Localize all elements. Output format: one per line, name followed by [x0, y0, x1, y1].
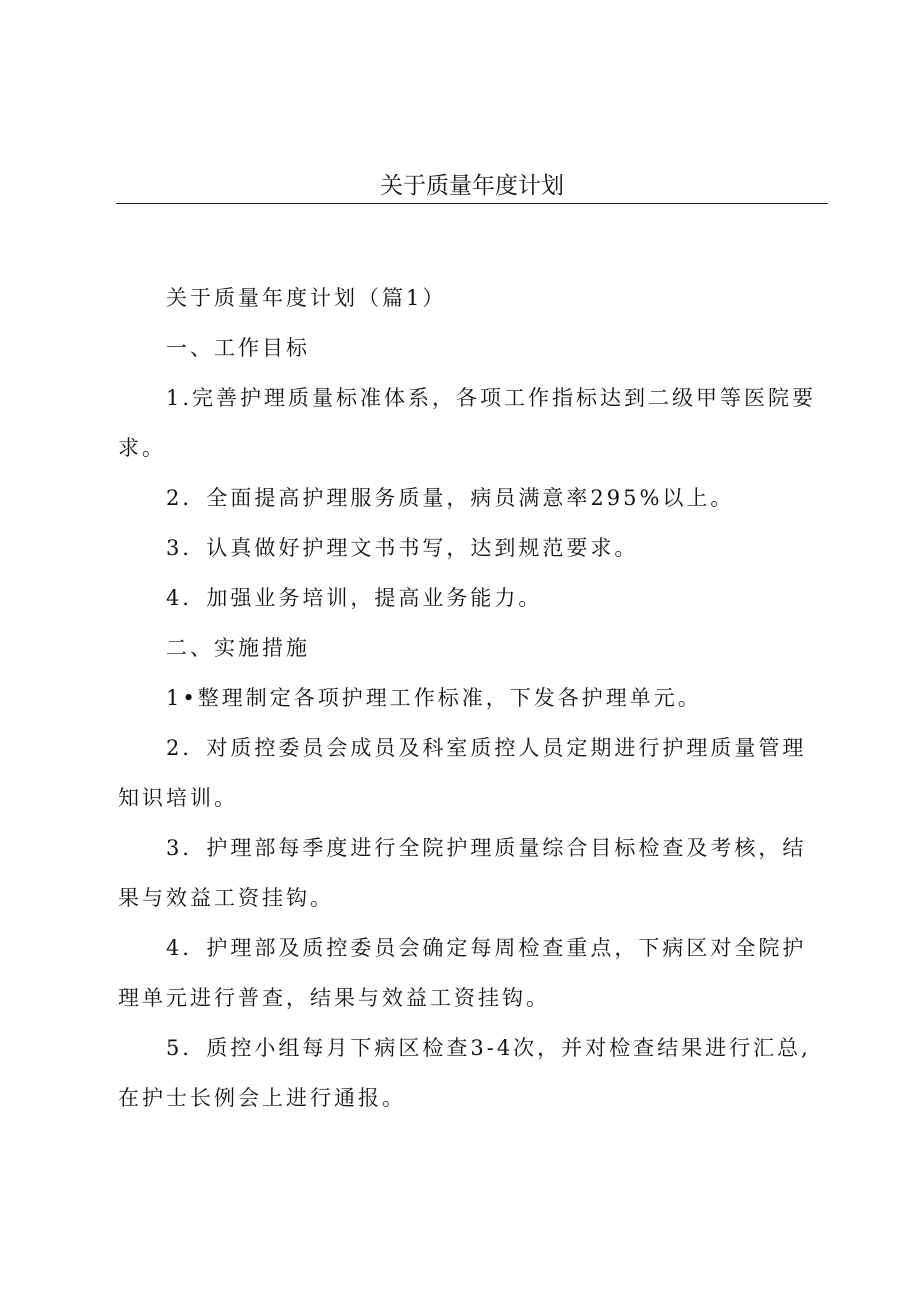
measure-item-5: 5．质控小组每月下病区检查3-4次，并对检查结果进行汇总,在护士长例会上进行通报。 — [118, 1036, 811, 1110]
subheading-measures: 二、实施措施 — [166, 636, 310, 660]
measure-item-1: 1•整理制定各项护理工作标准，下发各护理单元。 — [166, 686, 702, 710]
goal-item-2: 2．全面提高护理服务质量，病员满意率295%以上。 — [166, 486, 735, 510]
goal-item-3: 3．认真做好护理文书书写，达到规范要求。 — [166, 536, 639, 560]
subheading-goals: 一、工作目标 — [166, 336, 310, 360]
goal-item-4: 4．加强业务培训，提高业务能力。 — [166, 586, 543, 610]
document-body — [118, 273, 824, 1123]
section-heading: 关于质量年度计划（篇1） — [166, 286, 447, 310]
measure-item-2: 2．对质控委员会成员及科室质控人员定期进行护理质量管理知识培训。 — [118, 736, 807, 810]
document-title: 关于质量年度计划 — [380, 173, 564, 199]
title-underline — [116, 203, 828, 204]
measure-item-4: 4．护理部及质控委员会确定每周检查重点，下病区对全院护理单元进行普查，结果与效益工资挂钩。 — [118, 936, 807, 1010]
goal-item-1: 1.完善护理质量标准体系，各项工作指标达到二级甲等医院要求。 — [118, 386, 817, 460]
measure-item-3: 3．护理部每季度进行全院护理质量综合目标检查及考核，结果与效益工资挂钩。 — [118, 836, 807, 910]
